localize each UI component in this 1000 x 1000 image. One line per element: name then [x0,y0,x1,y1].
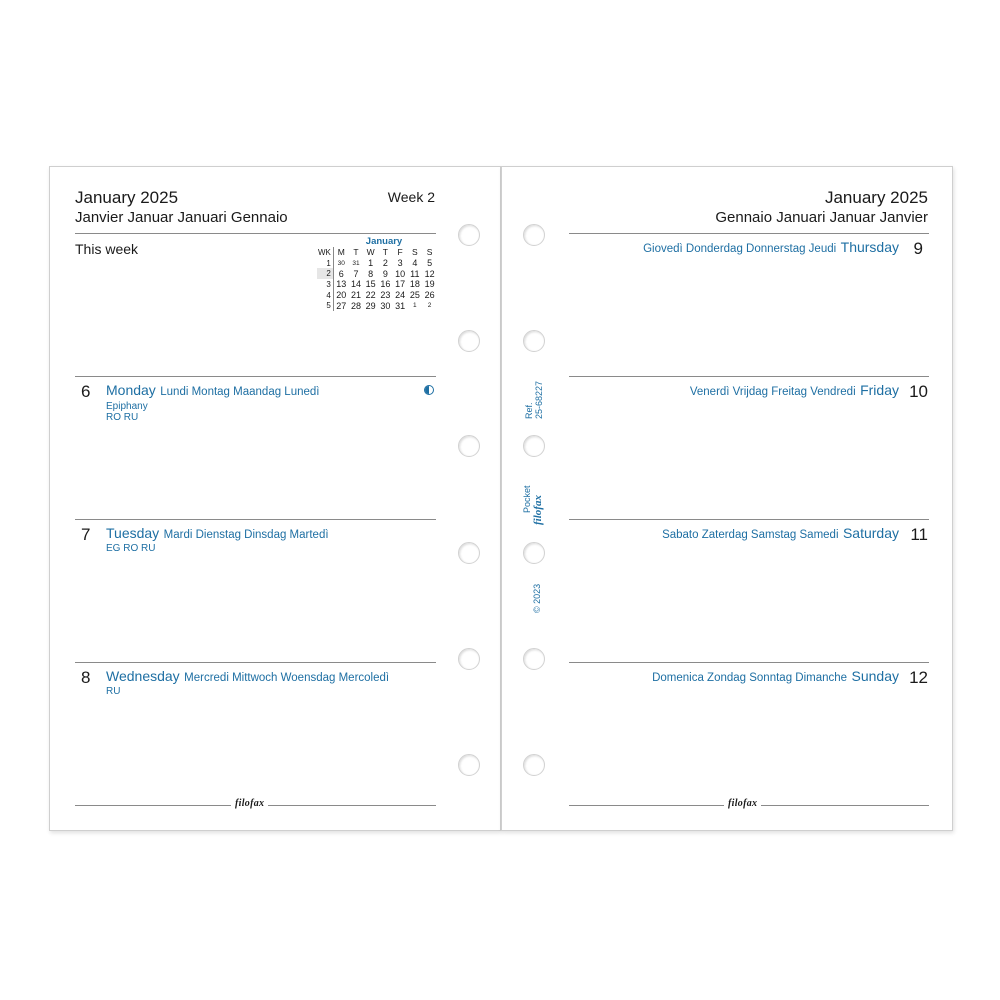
day-rule [75,662,436,663]
mini-calendar-day: 29 [365,300,376,311]
mini-calendar-week-row [317,258,437,269]
binder-hole [523,224,545,246]
day-heading [662,525,899,543]
day-name-translations: Mardi Dienstag Dinsdag Martedì [163,529,329,541]
gutter-size: Pocket [522,485,532,513]
footer-brand-logo: filofax [724,798,761,809]
right-page-title: January 2025 [824,188,928,207]
day-name: Sunday [851,668,899,684]
day-name: Saturday [842,525,899,541]
binder-hole [458,224,480,246]
day-note: EG RO RU [106,543,156,554]
mini-calendar-day: 24 [395,290,406,301]
day-heading [106,382,319,400]
gutter-ref [524,402,534,419]
mini-calendar-day: 7 [353,268,359,279]
mini-calendar [317,236,437,311]
day-name-translations: Venerdì Vrijdag Freitag Vendredi [689,386,856,398]
day-note: Epiphany [106,401,148,412]
day-name: Friday [860,382,899,398]
mini-calendar-day: 9 [382,268,388,279]
mini-calendar-header-cell: F [397,247,403,258]
mini-calendar-day: 27 [336,300,347,311]
day-number: 12 [909,668,928,687]
mini-calendar-week-number: 3 [317,279,333,290]
mini-calendar-table [317,247,437,311]
binder-hole [523,435,545,457]
mini-calendar-day: 19 [424,279,435,290]
left-page [49,166,501,831]
day-number: 7 [81,525,91,544]
binder-hole [458,330,480,352]
day-heading [690,382,899,400]
mini-calendar-day: 14 [350,279,361,290]
binder-hole [458,648,480,670]
mini-calendar-day: 10 [395,268,406,279]
mini-calendar-day: 16 [380,279,391,290]
mini-calendar-week-row-current [317,268,437,279]
gutter-brand-logo: filofax [532,495,544,525]
mini-calendar-day: 15 [365,279,376,290]
footer-brand-logo: filofax [231,798,268,809]
mini-calendar-day: 1 [368,258,374,269]
mini-calendar-day: 17 [395,279,406,290]
day-note: RO RU [106,412,139,423]
mini-calendar-day: 31 [395,300,406,311]
gutter-copyright: © 2023 [532,583,542,613]
binder-hole [458,435,480,457]
day-name-translations: Domenica Zondag Sonntag Dimanche [652,672,848,684]
mini-calendar-day: 3 [397,258,403,269]
day-number: 9 [913,239,923,258]
mini-calendar-day: 2 [427,302,432,310]
this-week-label: This week [75,241,139,257]
day-heading [643,239,899,257]
mini-calendar-day: 22 [365,290,376,301]
mini-calendar-day: 25 [409,290,420,301]
mini-calendar-header-cell: W [366,247,375,258]
mini-calendar-header-cell: T [382,247,388,258]
mini-calendar-day: 18 [409,279,420,290]
mini-calendar-day: 5 [427,258,433,269]
day-number: 8 [81,668,91,687]
left-page-subtitle: Janvier Januar Januari Gennaio [75,209,288,226]
mini-calendar-day: 30 [380,300,391,311]
mini-calendar-header-cell: S [411,247,418,258]
mini-calendar-day: 21 [350,290,361,301]
day-rule [75,519,436,520]
right-page-subtitle: Gennaio Januari Januar Janvier [715,209,928,226]
week-label: Week 2 [387,189,435,205]
mini-calendar-month: January [365,236,403,247]
day-number: 11 [910,525,928,544]
mini-calendar-day: 4 [412,258,418,269]
mini-calendar-header [317,247,437,258]
gutter-ref-label: Ref. [524,402,534,419]
day-number: 10 [909,382,928,401]
day-name-translations: Giovedì Donderdag Donnerstag Jeudi [643,243,837,255]
day-name: Tuesday [106,525,160,541]
mini-calendar-header-cell: WK [317,247,333,258]
mini-calendar-week-row [317,279,437,290]
mini-calendar-day: 6 [338,268,344,279]
binder-hole [523,754,545,776]
mini-calendar-day: 12 [424,268,435,279]
binder-hole [523,648,545,670]
mini-calendar-day: 23 [380,290,391,301]
day-rule [569,662,929,663]
day-heading [652,668,899,686]
header-rule [569,233,929,234]
mini-calendar-header-cell: T [353,247,359,258]
mini-calendar-week-row [317,290,437,301]
mini-calendar-day: 13 [336,279,347,290]
mini-calendar-header-cell: M [337,247,345,258]
day-number: 6 [81,382,91,401]
mini-calendar-week-number: 2 [317,268,333,279]
mini-calendar-day: 8 [368,268,374,279]
right-page [501,166,953,831]
mini-calendar-header-cell: S [426,247,433,258]
day-name-translations: Sabato Zaterdag Samstag Samedi [662,529,839,541]
mini-calendar-week-number: 4 [317,290,333,301]
day-name: Thursday [840,239,899,255]
mini-calendar-week-number: 1 [317,258,333,269]
day-name-translations: Mercredi Mittwoch Woensdag Mercoledì [184,672,390,684]
mini-calendar-day: 30 [337,259,345,267]
day-rule [569,519,929,520]
day-note: RU [106,686,121,697]
binder-hole [523,330,545,352]
binder-hole [458,542,480,564]
day-heading [106,525,329,543]
mini-calendar-day: 11 [410,268,420,279]
binder-hole [523,542,545,564]
day-name: Monday [106,382,156,398]
day-rule [569,376,929,377]
mini-calendar-day: 2 [382,258,388,269]
mini-calendar-day: 28 [350,300,361,311]
first-quarter-moon-icon [424,385,434,395]
mini-calendar-week-number: 5 [317,300,333,311]
day-name-translations: Lundi Montag Maandag Lunedì [160,386,320,398]
binder-hole [458,754,480,776]
mini-calendar-day: 1 [413,302,417,310]
mini-calendar-day: 26 [424,290,435,301]
day-rule [75,376,436,377]
mini-calendar-day: 20 [336,290,347,301]
day-name: Wednesday [106,668,180,684]
mini-calendar-week-row [317,300,437,311]
left-page-title: January 2025 [75,188,179,207]
header-rule [75,233,436,234]
day-heading [106,668,389,686]
mini-calendar-day: 31 [352,259,360,267]
gutter-ref-code: 25-68227 [534,380,544,419]
